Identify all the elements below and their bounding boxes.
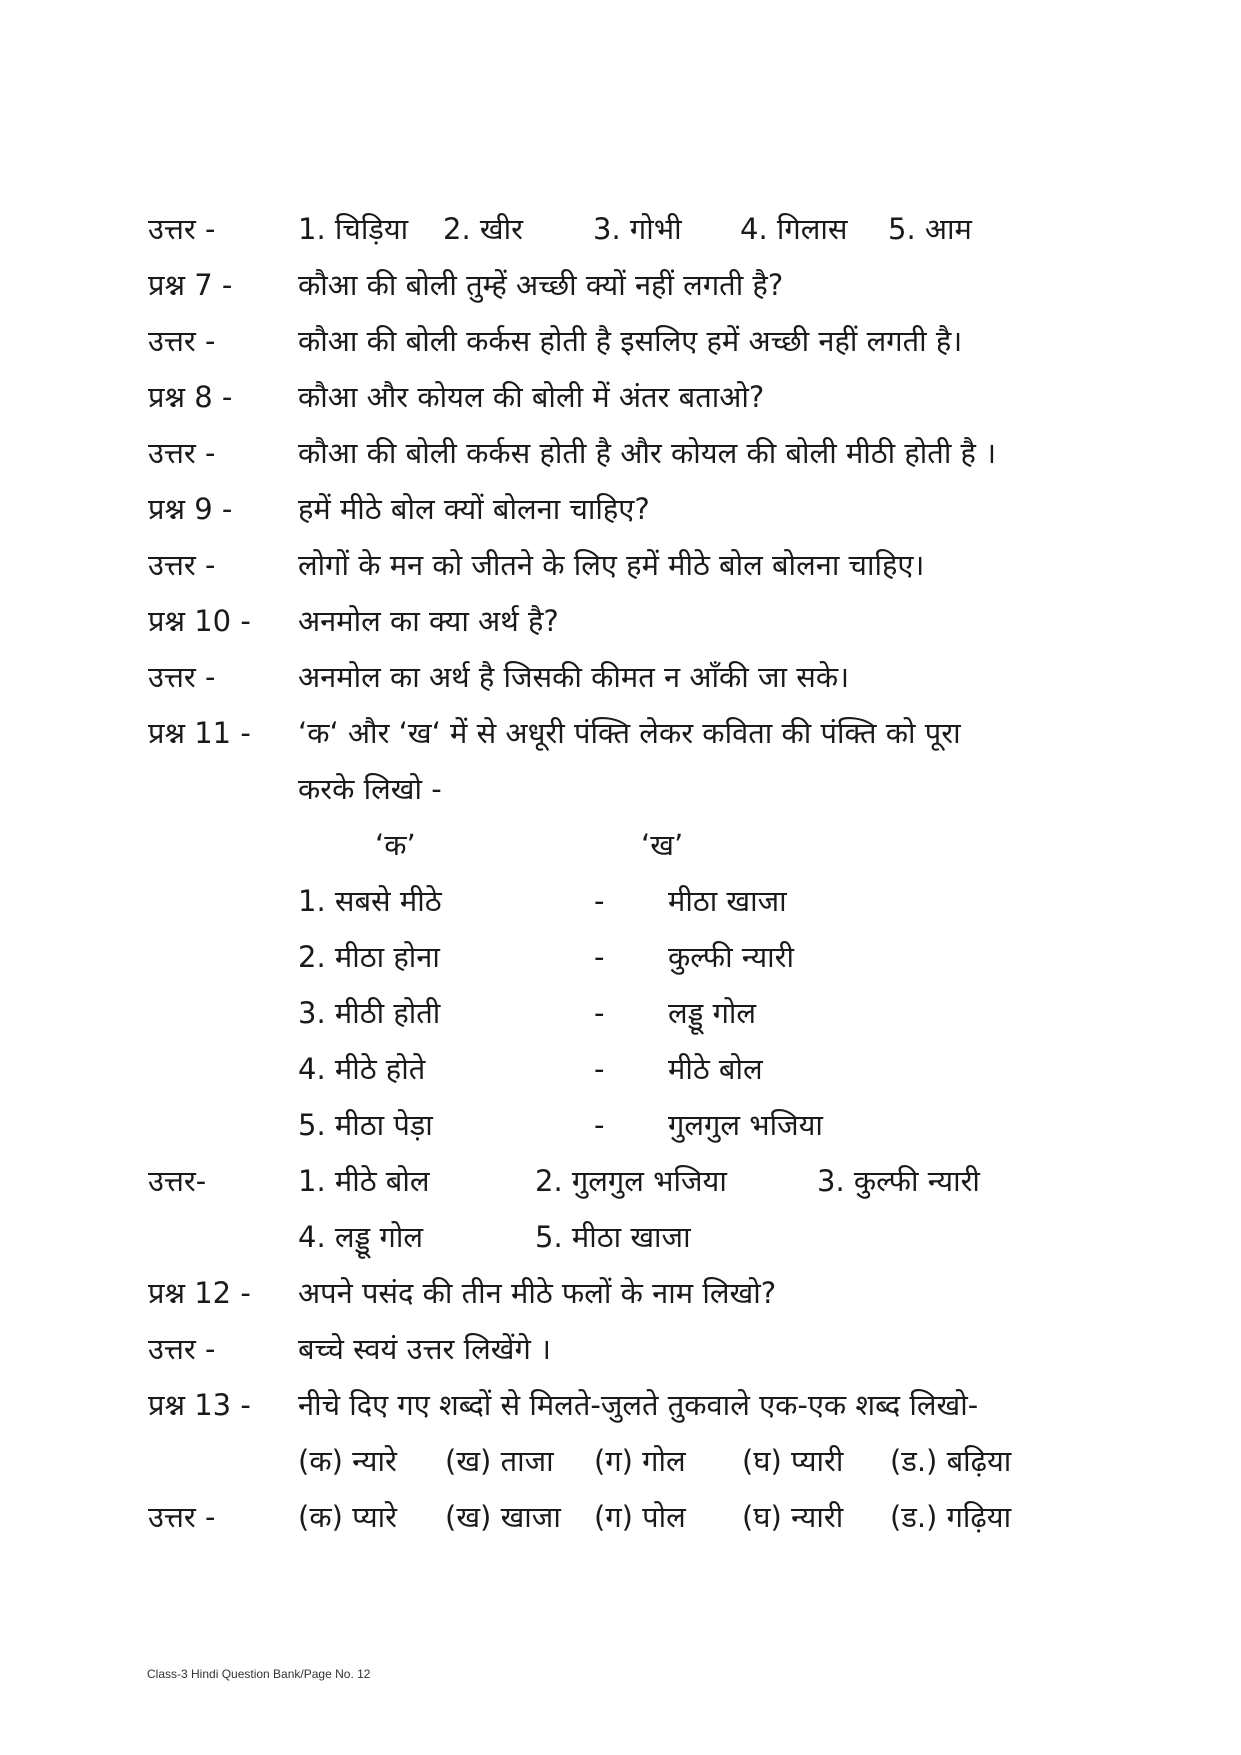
answer-label: उत्तर - xyxy=(148,436,216,470)
answer-row xyxy=(0,1153,1241,1209)
question-row xyxy=(0,705,1241,761)
match-dash: - xyxy=(594,1052,605,1086)
question-text: ‘क‘ और ‘ख‘ में से अधूरी पंक्ति लेकर कविता की पंक्ति को पूरा xyxy=(298,716,961,750)
column-header-row xyxy=(0,817,1241,873)
question-row xyxy=(0,481,1241,537)
page-footer: Class-3 Hindi Question Bank/Page No. 12 xyxy=(147,1667,371,1681)
answer-text: लोगों के मन को जीतने के लिए हमें मीठे बोल बोलना चाहिए। xyxy=(298,548,925,582)
word-list-row xyxy=(0,1433,1241,1489)
rhyme-answer: (क) प्यारे xyxy=(298,1500,398,1534)
rhyme-word: (ग) गोल xyxy=(594,1444,686,1478)
rhyme-word: (ख) ताजा xyxy=(445,1444,554,1478)
rhyme-word: (ड.) बढ़िया xyxy=(890,1444,1012,1478)
answer-item: 3. कुल्फी न्यारी xyxy=(817,1164,980,1198)
answer-item: 2. खीर xyxy=(443,212,523,246)
match-left: 5. मीठा पेड़ा xyxy=(298,1108,433,1142)
match-right: कुल्फी न्यारी xyxy=(668,940,795,974)
question-text: कौआ की बोली तुम्हें अच्छी क्यों नहीं लगती है? xyxy=(298,268,784,302)
question-row xyxy=(0,1265,1241,1321)
question-text: नीचे दिए गए शब्दों से मिलते-जुलते तुकवाले एक-एक शब्द लिखो- xyxy=(298,1388,979,1422)
match-left: 2. मीठा होना xyxy=(298,940,440,974)
answer-item: 2. गुलगुल भजिया xyxy=(535,1164,727,1198)
intro-answer-row xyxy=(0,201,1241,257)
rhyme-word: (क) न्यारे xyxy=(298,1444,397,1478)
column-header-kha: ‘ख’ xyxy=(641,828,684,862)
answer-row xyxy=(0,313,1241,369)
match-dash: - xyxy=(594,1108,605,1142)
column-header-ka: ‘क’ xyxy=(375,828,416,862)
match-left: 1. सबसे मीठे xyxy=(298,884,442,918)
match-row xyxy=(0,1097,1241,1153)
answer-item: 3. गोभी xyxy=(593,212,682,246)
answer-label: उत्तर - xyxy=(148,1500,216,1534)
question-text: करके लिखो - xyxy=(298,772,442,806)
question-label: प्रश्न 9 - xyxy=(148,492,233,526)
question-text: अपने पसंद की तीन मीठे फलों के नाम लिखो? xyxy=(298,1276,777,1310)
answer-row xyxy=(0,1321,1241,1377)
question-label: प्रश्न 12 - xyxy=(148,1276,251,1310)
question-label: प्रश्न 11 - xyxy=(148,716,251,750)
match-row xyxy=(0,929,1241,985)
match-right: मीठे बोल xyxy=(668,1052,763,1086)
rhyme-answer: (घ) न्यारी xyxy=(742,1500,844,1534)
answer-item: 4. गिलास xyxy=(740,212,848,246)
match-row xyxy=(0,1041,1241,1097)
answer-label: उत्तर - xyxy=(148,324,216,358)
question-label: प्रश्न 8 - xyxy=(148,380,233,414)
rhyme-word: (घ) प्यारी xyxy=(742,1444,844,1478)
match-row xyxy=(0,985,1241,1041)
match-left: 3. मीठी होती xyxy=(298,996,441,1030)
question-label: प्रश्न 10 - xyxy=(148,604,251,638)
match-right: गुलगुल भजिया xyxy=(668,1108,823,1142)
question-label: प्रश्न 7 - xyxy=(148,268,233,302)
answer-row xyxy=(0,1489,1241,1545)
match-left: 4. मीठे होते xyxy=(298,1052,426,1086)
answer-row xyxy=(0,649,1241,705)
answer-label: उत्तर - xyxy=(148,212,216,246)
question-text: अनमोल का क्या अर्थ है? xyxy=(298,604,559,638)
question-continuation-row xyxy=(0,761,1241,817)
answer-item: 1. चिड़िया xyxy=(298,212,409,246)
question-row xyxy=(0,369,1241,425)
question-text: कौआ और कोयल की बोली में अंतर बताओ? xyxy=(298,380,765,414)
match-dash: - xyxy=(594,996,605,1030)
match-dash: - xyxy=(594,940,605,974)
answer-item: 1. मीठे बोल xyxy=(298,1164,430,1198)
answer-row xyxy=(0,537,1241,593)
answer-text: अनमोल का अर्थ है जिसकी कीमत न आँकी जा सके। xyxy=(298,660,850,694)
question-row xyxy=(0,593,1241,649)
question-text: हमें मीठे बोल क्यों बोलना चाहिए? xyxy=(298,492,650,526)
answer-text: कौआ की बोली कर्कस होती है और कोयल की बोली मीठी होती है । xyxy=(298,436,997,470)
answer-row xyxy=(0,425,1241,481)
answer-item: 5. मीठा खाजा xyxy=(535,1220,691,1254)
match-dash: - xyxy=(594,884,605,918)
answer-label: उत्तर - xyxy=(148,660,216,694)
match-right: मीठा खाजा xyxy=(668,884,787,918)
question-label: प्रश्न 13 - xyxy=(148,1388,251,1422)
answer-text: बच्चे स्वयं उत्तर लिखेंगे । xyxy=(298,1332,552,1366)
match-right: लड्डू गोल xyxy=(668,996,757,1030)
rhyme-answer: (ख) खाजा xyxy=(445,1500,561,1534)
rhyme-answer: (ड.) गढ़िया xyxy=(890,1500,1012,1534)
answer-label: उत्तर - xyxy=(148,548,216,582)
question-row xyxy=(0,1377,1241,1433)
answer-text: कौआ की बोली कर्कस होती है इसलिए हमें अच्छी नहीं लगती है। xyxy=(298,324,963,358)
question-row xyxy=(0,257,1241,313)
rhyme-answer: (ग) पोल xyxy=(594,1500,686,1534)
match-row xyxy=(0,873,1241,929)
answer-item: 5. आम xyxy=(888,212,972,246)
answer-label: उत्तर- xyxy=(148,1164,207,1198)
answer-label: उत्तर - xyxy=(148,1332,216,1366)
answer-row xyxy=(0,1209,1241,1265)
answer-item: 4. लड्डू गोल xyxy=(298,1220,423,1254)
